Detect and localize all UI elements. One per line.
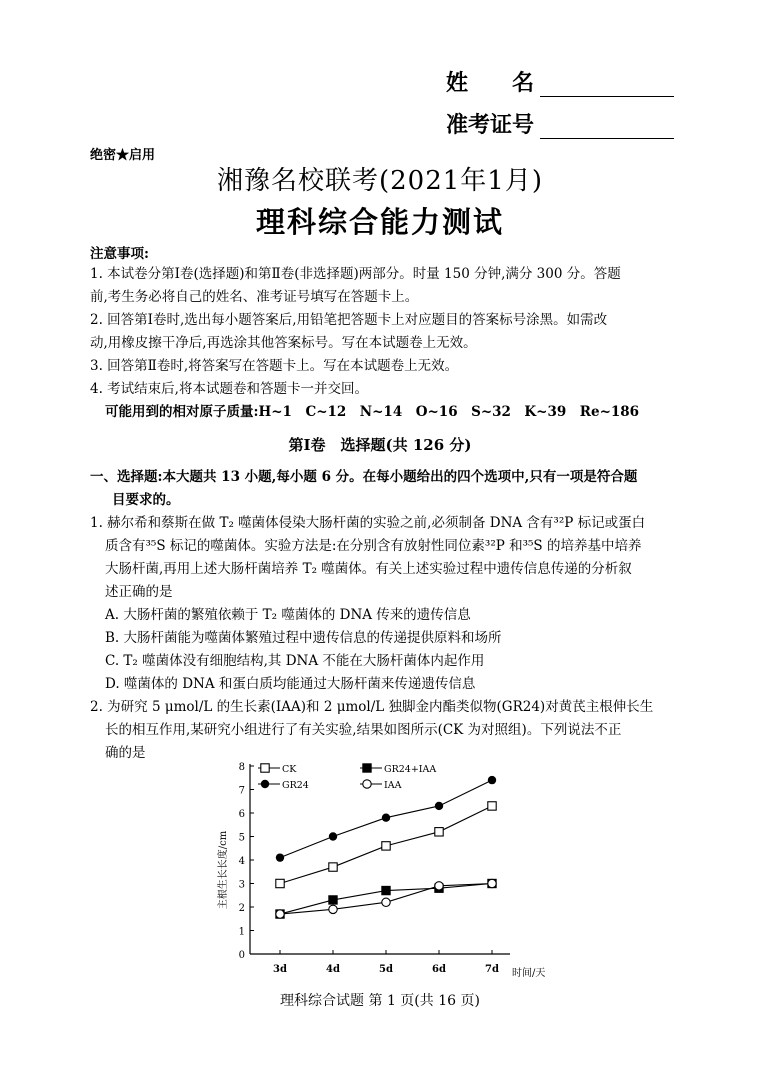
x-axis-label: 时间/天	[512, 968, 546, 979]
data-point-gr24	[276, 853, 284, 861]
exam-id-underline	[540, 116, 674, 139]
root-growth-chart	[200, 752, 546, 987]
x-tick-label: 7d	[485, 964, 499, 975]
data-point-ck	[276, 879, 284, 887]
exam-id-label: 准考证号	[446, 112, 535, 138]
q1-option-a: A. 大肠杆菌的繁殖依赖于 T₂ 噬菌体的 DNA 传来的遗传信息	[105, 607, 471, 623]
page-footer: 理科综合试题 第 1 页(共 16 页)	[280, 993, 480, 1009]
y-tick-label: 5	[238, 832, 245, 844]
legend-label: GR24	[282, 780, 309, 791]
data-point-gr24-iaa	[329, 896, 337, 904]
notice-heading: 注意事项:	[90, 246, 149, 262]
data-point-iaa	[488, 879, 496, 887]
data-point-iaa	[276, 910, 284, 918]
notice-line: 动,用橡皮擦干净后,再选涂其他答案标号。写在本试题卷上无效。	[90, 335, 477, 351]
y-tick-label: 6	[238, 809, 245, 820]
y-tick-label: 2	[238, 903, 245, 914]
atomic-masses: 可能用到的相对原子质量:H~1 C~12 N~14 O~16 S~32 K~39 Re~186	[105, 404, 640, 420]
name-label: 姓 名	[446, 70, 535, 96]
legend-marker	[363, 780, 371, 788]
legend-label: IAA	[384, 780, 402, 791]
data-point-ck	[488, 802, 496, 810]
instruction-line: 一、选择题:本大题共 13 小题,每小题 6 分。在每小题给出的四个选项中,只有一项是符合题	[90, 469, 638, 485]
y-tick-label: 0	[238, 950, 245, 961]
secret-mark: 绝密★启用	[90, 148, 156, 163]
exam-title: 湘豫名校联考(2021年1月)	[217, 166, 543, 196]
data-point-iaa	[382, 898, 390, 906]
q1-stem-line: 述正确的是	[105, 584, 173, 600]
data-point-gr24	[382, 814, 390, 822]
y-tick-label: 4	[238, 856, 245, 867]
q1-option-d: D. 噬菌体的 DNA 和蛋白质均能通过大肠杆菌来传递遗传信息	[105, 676, 476, 692]
data-point-ck	[329, 863, 337, 871]
instruction-line: 目要求的。	[112, 492, 180, 508]
q1-stem-line: 质含有³⁵S 标记的噬菌体。实验方法是:在分别含有放射性同位素³²P 和³⁵S 的培养基中培养	[105, 538, 642, 554]
data-point-ck	[435, 828, 443, 836]
section-title: 第Ⅰ卷 选择题(共 126 分)	[288, 436, 472, 454]
y-tick-label: 8	[238, 762, 245, 773]
data-point-iaa	[435, 882, 443, 890]
legend-label: CK	[282, 764, 297, 775]
data-point-iaa	[329, 905, 337, 913]
x-tick-label: 3d	[273, 964, 287, 975]
legend-marker	[363, 764, 371, 772]
notice-line: 2. 回答第Ⅰ卷时,选出每小题答案后,用铅笔把答题卡上对应题目的答案标号涂黑。如需改	[90, 312, 608, 328]
notice-line: 3. 回答第Ⅱ卷时,将答案写在答题卡上。写在本试题卷上无效。	[90, 358, 459, 374]
data-point-ck	[382, 842, 390, 850]
q1-option-c: C. T₂ 噬菌体没有细胞结构,其 DNA 不能在大肠杆菌体内起作用	[105, 653, 485, 669]
data-point-gr24	[435, 802, 443, 810]
q1-stem-line: 大肠杆菌,再用上述大肠杆菌培养 T₂ 噬菌体。有关上述实验过程中遗传信息传递的分析叙	[105, 561, 632, 577]
x-tick-label: 4d	[326, 964, 340, 975]
exam-id-field	[446, 108, 674, 139]
x-tick-label: 5d	[379, 964, 393, 975]
notice-line: 1. 本试卷分第Ⅰ卷(选择题)和第Ⅱ卷(非选择题)两部分。时量 150 分钟,满分 300 分。答题	[90, 266, 621, 282]
y-tick-label: 1	[238, 926, 245, 938]
q2-stem-line: 确的是	[105, 745, 146, 761]
data-point-gr24	[488, 776, 496, 784]
y-axis-label: 主根生长长度/cm	[218, 830, 229, 910]
q1-option-b: B. 大肠杆菌能为噬菌体繁殖过程中遗传信息的传递提供原料和场所	[105, 630, 502, 646]
name-underline	[540, 74, 674, 97]
legend-marker	[261, 764, 269, 772]
q2-stem-line: 2. 为研究 5 μmol/L 的生长素(IAA)和 2 μmol/L 独脚金内酯类似物(GR24)对黄芪主根伸长生	[90, 699, 654, 715]
exam-subject-title: 理科综合能力测试	[255, 205, 504, 239]
x-tick-label: 6d	[432, 964, 446, 975]
y-tick-label: 3	[238, 879, 245, 891]
name-field	[446, 66, 674, 97]
legend-marker	[261, 780, 269, 788]
legend-label: GR24+IAA	[384, 764, 437, 775]
data-point-gr24-iaa	[382, 886, 390, 894]
y-tick-label: 7	[238, 785, 245, 797]
data-point-gr24	[329, 832, 337, 840]
notice-line: 前,考生务必将自己的姓名、准考证号填写在答题卡上。	[90, 289, 419, 305]
q2-stem-line: 长的相互作用,某研究小组进行了有关实验,结果如图所示(CK 为对照组)。下列说法不正	[105, 722, 622, 738]
q1-stem-line: 1. 赫尔希和蔡斯在做 T₂ 噬菌体侵染大肠杆菌的实验之前,必须制备 DNA 含有³²P 标记或蛋白	[90, 515, 646, 531]
notice-line: 4. 考试结束后,将本试题卷和答题卡一并交回。	[90, 381, 368, 397]
